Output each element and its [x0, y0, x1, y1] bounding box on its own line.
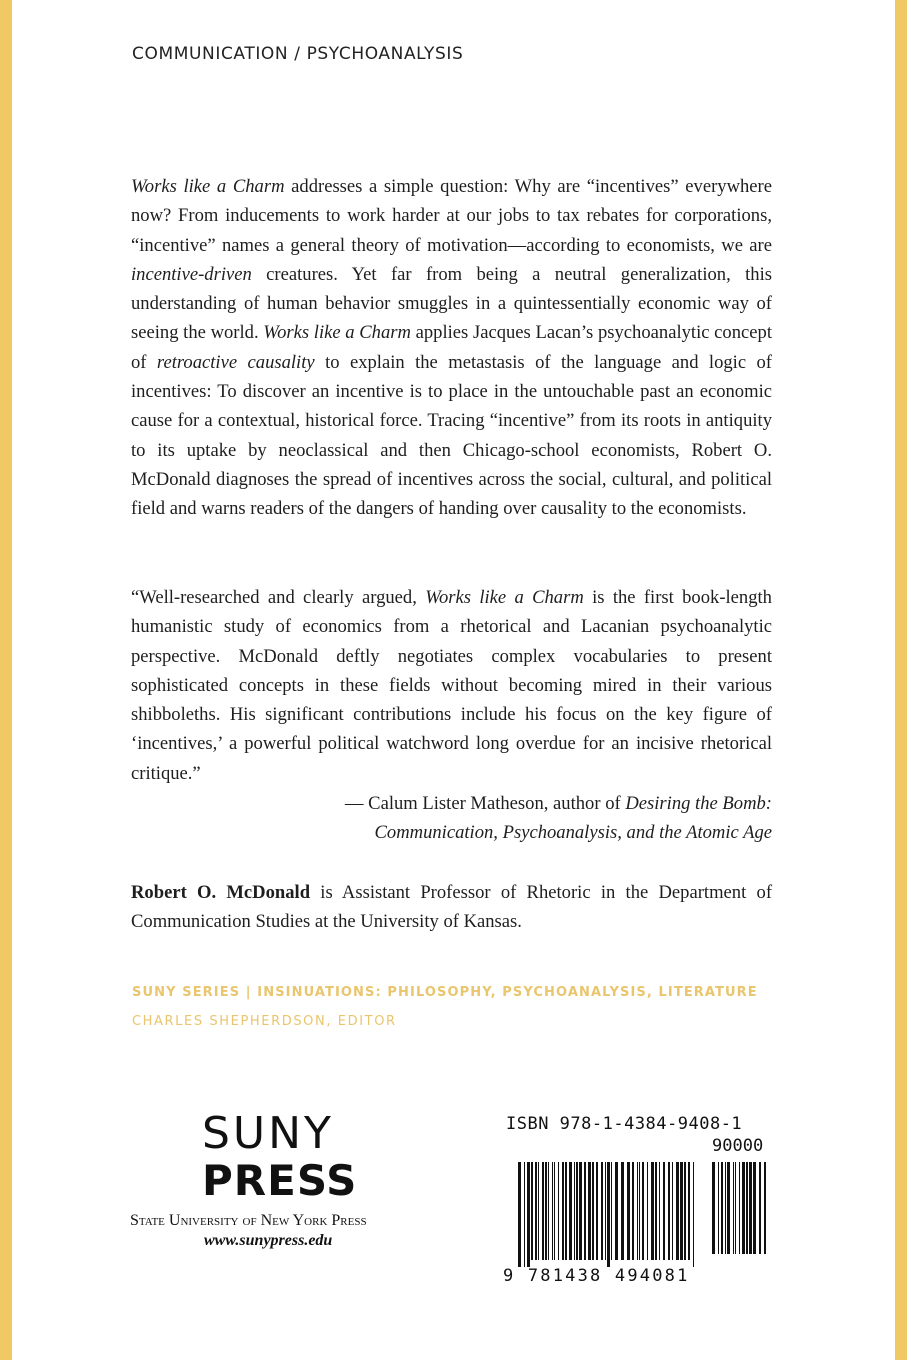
barcode-bar	[680, 1162, 683, 1260]
barcode-bar	[676, 1162, 679, 1260]
series-name: SUNY SERIES | INSINUATIONS: PHILOSOPHY, PSYCHOANALYSIS, LITERATURE	[132, 985, 758, 1000]
barcode-bar	[592, 1162, 594, 1260]
series-editor: CHARLES SHEPHERDSON, EDITOR	[132, 1014, 397, 1029]
barcode-bar	[548, 1162, 549, 1260]
barcode-bar	[651, 1162, 654, 1260]
barcode-bar	[535, 1162, 537, 1260]
author-bio: Robert O. McDonald is Assistant Professor of Rhetoric in the Department of Communication Studies at the University of Kansas.	[131, 882, 773, 933]
barcode-bar	[639, 1162, 640, 1260]
publisher-name: State University of New York Press	[130, 1212, 367, 1229]
barcode-bar	[727, 1162, 730, 1254]
barcode-bar	[552, 1162, 553, 1260]
book-title-ref: Works like a Charm	[263, 322, 411, 344]
ean-number: 9 781438 494081	[503, 1266, 690, 1286]
logo-suny-text: SUNY	[202, 1108, 334, 1159]
barcode-bar	[611, 1162, 612, 1260]
barcode-bar	[574, 1162, 575, 1260]
barcode-bar	[739, 1162, 740, 1254]
barcode-bar	[545, 1162, 547, 1260]
price-barcode-bars	[712, 1162, 767, 1254]
barcode-bar	[562, 1162, 564, 1260]
barcode-bar	[621, 1162, 624, 1260]
barcode-bar	[579, 1162, 582, 1260]
barcode-bar	[659, 1162, 660, 1260]
barcode-bar	[596, 1162, 598, 1260]
barcode-bar	[725, 1162, 726, 1254]
endorsement-quote: “Well-researched and clearly argued, Works like a Charm is the first book-length humanistic study of economics from a rhetorical and Lacanian psychoanalytic perspective. McDonald deftly negotiates complex vocabularies to present sophisticated concepts in these fields without becoming mired in their various shibboleths. His significant contributions include his focus on the key figure of ‘incentives,’ a powerful political watchword long overdue for an incisive rhetorical critique.”	[131, 587, 772, 784]
isbn-barcode	[494, 1114, 784, 1294]
barcode-bar	[693, 1162, 694, 1267]
barcode-bar	[672, 1162, 673, 1260]
barcode-bar	[615, 1162, 618, 1260]
barcode-bar	[569, 1162, 572, 1260]
barcode-bar	[607, 1162, 610, 1267]
barcode-bar	[718, 1162, 719, 1254]
barcode-bar	[584, 1162, 586, 1260]
barcode-bar	[518, 1162, 521, 1267]
publisher-url: www.sunypress.edu	[204, 1232, 333, 1249]
barcode-bar	[531, 1162, 533, 1260]
barcode-bar	[746, 1162, 748, 1254]
barcode-bar	[527, 1162, 530, 1267]
barcode-bar	[542, 1162, 544, 1260]
barcode-bar	[576, 1162, 578, 1260]
barcode-bar	[735, 1162, 736, 1254]
isbn-number: ISBN 978-1-4384-9408-1	[506, 1114, 743, 1134]
barcode-bar	[627, 1162, 630, 1260]
barcode-bar	[663, 1162, 665, 1260]
barcode-bar	[554, 1162, 555, 1260]
barcode-bar	[721, 1162, 723, 1254]
barcode-bar	[668, 1162, 670, 1260]
logo-press-text: PRESS	[202, 1156, 358, 1205]
barcode-bar	[647, 1162, 648, 1260]
barcode-bar	[655, 1162, 657, 1260]
barcode-bar	[749, 1162, 752, 1254]
endorsement-attribution: — Calum Lister Matheson, author of Desiring the Bomb: Communication, Psychoanalysis, and the Atomic Age	[344, 793, 772, 844]
price-code: 90000	[712, 1136, 764, 1156]
barcode-bar	[565, 1162, 567, 1260]
book-title-ref: Works like a Charm	[425, 587, 584, 608]
barcode-bar	[684, 1162, 686, 1260]
barcode-bar	[558, 1162, 559, 1260]
barcode-bar	[764, 1162, 766, 1254]
book-title-ref: Works like a Charm	[131, 176, 285, 197]
back-cover	[12, 0, 895, 1360]
barcode-bar	[688, 1162, 690, 1260]
barcode-bar	[712, 1162, 715, 1254]
barcode-bar	[601, 1162, 603, 1260]
barcode-bar	[759, 1162, 761, 1254]
barcode-bar	[524, 1162, 525, 1267]
category-label: COMMUNICATION / PSYCHOANALYSIS	[132, 44, 464, 64]
book-description: Works like a Charm addresses a simple question: Why are “incentives” everywhere now? From inducements to work harder at our jobs to tax rebates for corporations, “incentive” names a general theory of motivation—according to economists, we are incentive-driven creatures. Yet far from being a neutral generalization, this understanding of human behavior smuggles in a quintessentially economic way of seeing the world. Works like a Charm applies Jacques Lacan’s psychoanalytic concept of retroactive causality to explain the metastasis of the language and logic of incentives: To discover an incentive is to place in the untouchable past an economic cause for a contextual, historical force. Tracing “incentive” from its roots in antiquity to its uptake by neoclassical and then Chicago-school economists, Robert O. McDonald diagnoses the spread of incentives across the social, cultural, and political field and warns readers of the dangers of handing over causality to the economists.	[131, 176, 772, 520]
barcode-bar	[632, 1162, 634, 1260]
barcode-bar	[588, 1162, 591, 1260]
barcode-bar	[753, 1162, 756, 1254]
author-name: Robert O. McDonald	[131, 882, 311, 903]
barcode-bar	[538, 1162, 539, 1260]
barcode-bar	[605, 1162, 606, 1260]
barcode-bar	[742, 1162, 745, 1254]
barcode-bar	[642, 1162, 644, 1260]
ean-barcode-bars	[518, 1162, 698, 1267]
barcode-bar	[733, 1162, 734, 1254]
barcode-bar	[637, 1162, 638, 1260]
